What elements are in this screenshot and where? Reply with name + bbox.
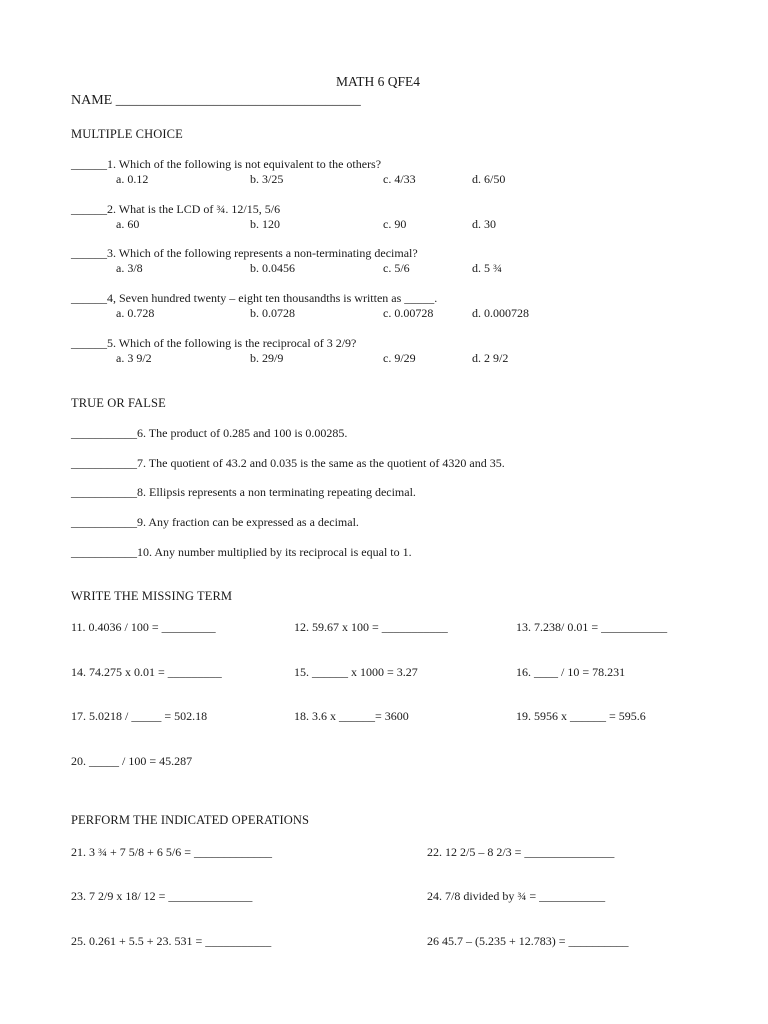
op-item-25: 25. 0.261 + 5.5 + 23. 531 = ___________	[71, 934, 272, 948]
mc-question-5: ______5. Which of the following is the reciprocal of 3 2/9?	[71, 336, 357, 350]
tf-item-8: ___________8. Ellipsis represents a non terminating repeating decimal.	[71, 485, 416, 499]
op-item-21: 21. 3 ¾ + 7 5/8 + 6 5/6 = _____________	[71, 845, 272, 859]
mc-option-5d: d. 2 9/2	[472, 351, 509, 365]
mt-item-14: 14. 74.275 x 0.01 = _________	[71, 665, 222, 679]
mc-option-1c: c. 4/33	[383, 172, 416, 186]
mc-question-4: ______4, Seven hundred twenty – eight ten thousandths is written as _____.	[71, 291, 438, 305]
mc-question-1: ______1. Which of the following is not equivalent to the others?	[71, 157, 382, 171]
mt-item-16: 16. ____ / 10 = 78.231	[516, 665, 626, 679]
mt-item-19: 19. 5956 x ______ = 595.6	[516, 709, 646, 723]
mc-option-2d: d. 30	[472, 217, 496, 231]
mc-option-4a: a. 0.728	[116, 306, 155, 320]
mt-item-12: 12. 59.67 x 100 = ___________	[294, 620, 448, 634]
mt-item-13: 13. 7.238/ 0.01 = ___________	[516, 620, 668, 634]
mc-option-4c: c. 0.00728	[383, 306, 434, 320]
mc-option-2b: b. 120	[250, 217, 280, 231]
tf-item-6: ___________6. The product of 0.285 and 100 is 0.00285.	[71, 426, 348, 440]
mc-option-1d: d. 6/50	[472, 172, 506, 186]
mt-item-18: 18. 3.6 x ______= 3600	[294, 709, 409, 723]
mt-item-11: 11. 0.4036 / 100 = _________	[71, 620, 216, 634]
mt-item-15: 15. ______ x 1000 = 3.27	[294, 665, 418, 679]
op-item-26: 26 45.7 – (5.235 + 12.783) = __________	[427, 934, 629, 948]
mc-option-5b: b. 29/9	[250, 351, 284, 365]
mc-option-1a: a. 0.12	[116, 172, 149, 186]
tf-item-9: ___________9. Any fraction can be expressed as a decimal.	[71, 515, 359, 529]
name-line: NAME ___________________________________	[71, 93, 361, 108]
section-multiple-choice: MULTIPLE CHOICE	[71, 127, 183, 141]
mc-question-3: ______3. Which of the following represents a non-terminating decimal?	[71, 246, 418, 260]
section-true-or-false: TRUE OR FALSE	[71, 396, 166, 410]
mc-question-2: ______2. What is the LCD of ¾. 12/15, 5/6	[71, 202, 281, 216]
section-missing-term: WRITE THE MISSING TERM	[71, 589, 233, 603]
mc-option-5c: c. 9/29	[383, 351, 416, 365]
mt-item-17: 17. 5.0218 / _____ = 502.18	[71, 709, 208, 723]
mc-option-3b: b. 0.0456	[250, 261, 295, 275]
mc-option-3c: c. 5/6	[383, 261, 410, 275]
tf-item-10: ___________10. Any number multiplied by its reciprocal is equal to 1.	[71, 545, 412, 559]
mc-option-3a: a. 3/8	[116, 261, 143, 275]
mc-option-1b: b. 3/25	[250, 172, 284, 186]
mc-option-2a: a. 60	[116, 217, 140, 231]
section-operations: PERFORM THE INDICATED OPERATIONS	[71, 813, 310, 827]
mc-option-5a: a. 3 9/2	[116, 351, 152, 365]
page-title: MATH 6 QFE4	[336, 74, 421, 89]
op-item-24: 24. 7/8 divided by ¾ = ___________	[427, 889, 606, 903]
op-item-22: 22. 12 2/5 – 8 2/3 = _______________	[427, 845, 615, 859]
mc-option-2c: c. 90	[383, 217, 407, 231]
mc-option-4b: b. 0.0728	[250, 306, 295, 320]
mc-option-3d: d. 5 ¾	[472, 261, 502, 275]
mt-item-20: 20. _____ / 100 = 45.287	[71, 754, 193, 768]
tf-item-7: ___________7. The quotient of 43.2 and 0.035 is the same as the quotient of 4320 and 35.	[71, 456, 505, 470]
mc-option-4d: d. 0.000728	[472, 306, 529, 320]
op-item-23: 23. 7 2/9 x 18/ 12 = ______________	[71, 889, 253, 903]
